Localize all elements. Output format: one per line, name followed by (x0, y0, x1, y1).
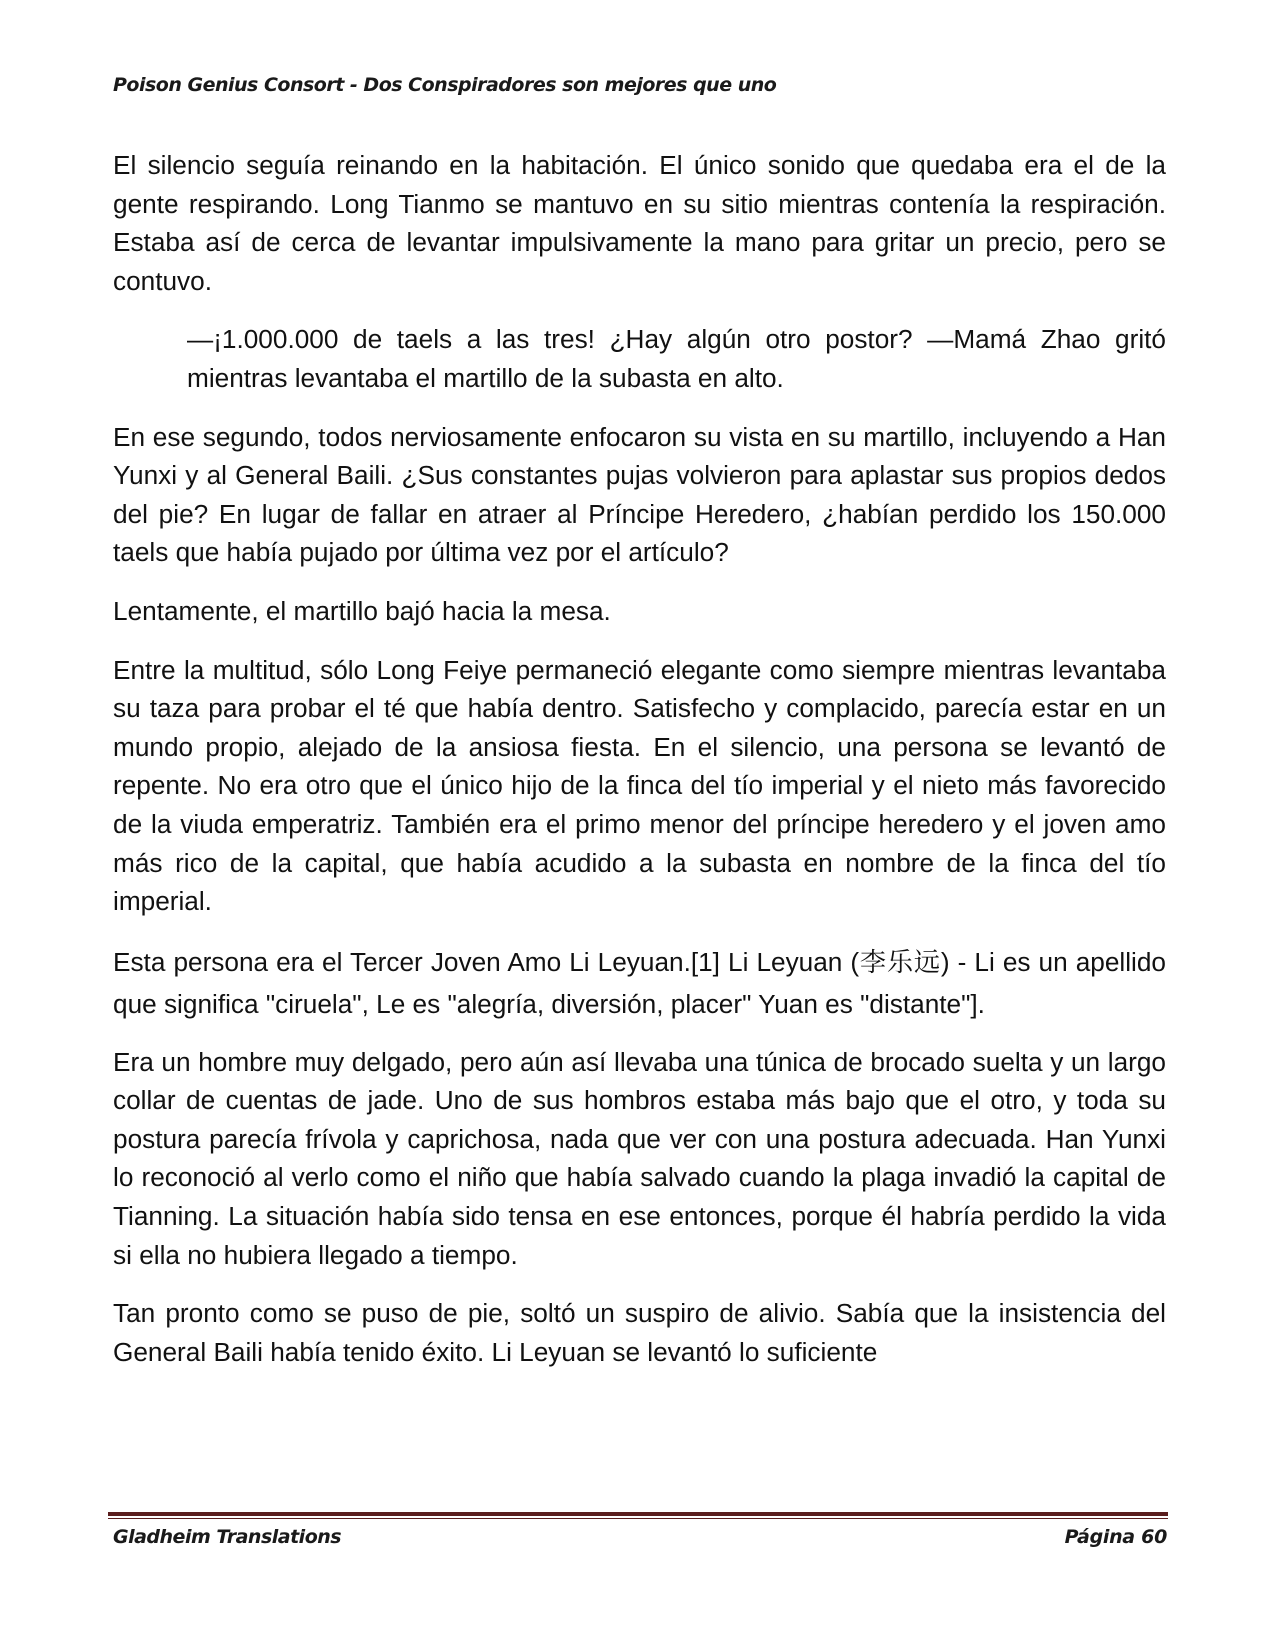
paragraph: Era un hombre muy delgado, pero aún así llevaba una túnica de brocado suelta y un largo collar de cuentas de jade. Uno de sus hombros estaba más bajo que el otro, y toda su postura parecía frívola y caprichosa, nada que ver con una postura adecuada. Han Yunxi lo reconoció al verlo como el niño que había salvado cuando la plaga invadió la capital de Tianning. La situación había sido tensa en ese entonces, porque él habría perdido la vida si ella no hubiera llegado a tiempo. (113, 1046, 1166, 1270)
paragraph: Entre la multitud, sólo Long Feiye permaneció elegante como siempre mientras levantaba su taza para probar el té que había dentro. Satisfecho y complacido, parecía estar en un mundo propio, alejado de la ansiosa fiesta. En el silencio, una persona se levantó de repente. No era otro que el único hijo de la finca del tío imperial y el nieto más favorecido de la viuda emperatriz. También era el primo menor del príncipe heredero y el joven amo más rico de la capital, que había acudido a la subasta en nombre de la finca del tío imperial. (113, 654, 1166, 917)
footer-page-number: Página 60 (1064, 1526, 1167, 1548)
footer-publisher: Gladheim Translations (113, 1526, 342, 1548)
paragraph: En ese segundo, todos nerviosamente enfocaron su vista en su martillo, incluyendo a Han Yunxi y al General Baili. ¿Sus constantes pujas volvieron para aplastar sus propios dedos del pie? En lugar de fallar en atraer al Príncipe Heredero, ¿habían perdido los 150.000 taels que había pujado por última vez por el artículo? (113, 421, 1166, 568)
paragraph: Tan pronto como se puso de pie, soltó un suspiro de alivio. Sabía que la insistencia del General Baili había tenido éxito. Li Leyuan se levantó lo suficiente (113, 1298, 1166, 1367)
dialogue-paragraph: —¡1.000.000 de taels a las tres! ¿Hay algún otro postor? —Mamá Zhao gritó mientras levantaba el martillo de la subasta en alto. (187, 324, 1166, 393)
footer-divider (108, 1512, 1168, 1520)
paragraph-footnote: Esta persona era el Tercer Joven Amo Li Leyuan.[1] Li Leyuan (李乐远) - Li es un apellido que significa "ciruela", Le es "alegría, diversión, placer" Yuan es "distante"]. (113, 946, 1166, 1019)
paragraph: Lentamente, el martillo bajó hacia la mesa. (113, 595, 611, 626)
document-body (113, 146, 1166, 1391)
page-header-title: Poison Genius Consort - Dos Conspiradores son mejores que uno (113, 74, 777, 96)
paragraph: El silencio seguía reinando en la habitación. El único sonido que quedaba era el de la gente respirando. Long Tianmo se mantuvo en su sitio mientras contenía la respiración. Estaba así de cerca de levantar impulsivamente la mano para gritar un precio, pero se contuvo. (113, 150, 1166, 296)
